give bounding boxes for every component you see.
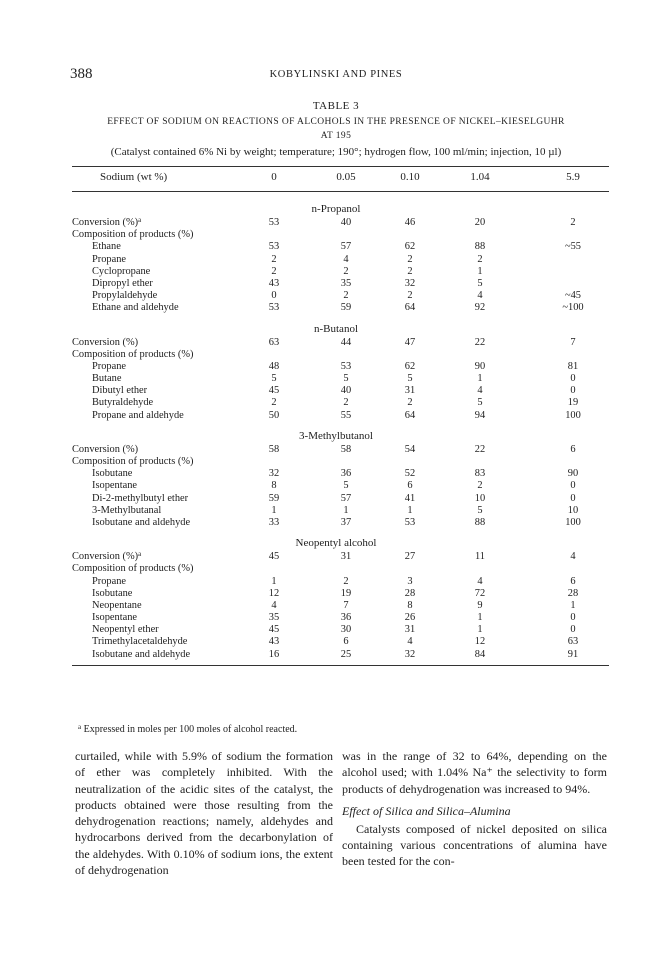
table-row [0, 337, 672, 349]
table-cell: 12 [474, 636, 486, 648]
table-cell: 45 [268, 624, 280, 636]
table-cell: 19 [340, 587, 352, 599]
table-cell: 36 [340, 468, 352, 480]
section-name: 3-Methylbutanol [299, 429, 373, 442]
row-label-text: Propane [92, 575, 127, 587]
table-row [0, 444, 672, 456]
table-cell: ~45 [564, 290, 581, 302]
table-cell: 12 [268, 587, 280, 599]
table-row [0, 576, 672, 588]
table-cell: 32 [404, 277, 416, 289]
table-cell: 28 [567, 587, 579, 599]
row-label-text: Butane [92, 373, 122, 385]
row-label-text: Trimethylacetaldehyde [92, 636, 188, 648]
row-label [92, 290, 157, 302]
table-footnote [78, 724, 297, 735]
table-cell: 4 [477, 385, 483, 397]
table-cell: 1 [407, 504, 413, 516]
row-label-text: Neopentyl ether [92, 624, 159, 636]
table-cell: 8 [271, 480, 277, 492]
row-label [92, 588, 132, 600]
row-label [92, 493, 188, 505]
table-cell: 46 [404, 217, 416, 228]
section-heading: Effect of Silica and Silica–Alumina [342, 803, 511, 818]
table-row [0, 563, 672, 575]
table-cell: 40 [340, 385, 352, 397]
row-label [72, 456, 194, 468]
table-cell: 2 [343, 290, 349, 302]
body-right-column [342, 748, 607, 870]
row-label-text: Composition of products (%) [72, 229, 194, 241]
row-label-text: Dibutyl ether [92, 385, 148, 397]
table-row [0, 636, 672, 648]
table-cell: 5 [477, 397, 483, 409]
left-column-text: curtailed, while with 5.9% of sodium the formation of ether was completely inhibited. With the neutralization of the acidic sites of the catalyst, the products obtained were those resulting from the dehydrogenation reactions; namely, aldehydes and hydrocarbons derived from the decarbonylation of the aldehydes. With 0.10% of sodium ions, the extent of dehydrogenation [75, 749, 333, 878]
page-number: 388 [70, 66, 93, 82]
section-name: n-Butanol [314, 322, 358, 335]
row-label [92, 480, 137, 492]
table-row [0, 229, 672, 241]
table-section-header [0, 535, 672, 551]
table-cell: 2 [570, 217, 576, 228]
table-cell: 5 [407, 373, 413, 385]
table-cell: 0 [570, 492, 576, 504]
table-cell: 52 [404, 468, 416, 480]
table-cell: 3 [407, 575, 413, 587]
row-label-text: Composition of products (%) [72, 456, 194, 467]
row-label [72, 444, 138, 456]
table-bottom-rule [72, 665, 609, 666]
section-name: n-Propanol [311, 203, 361, 215]
table-cell: 2 [343, 397, 349, 409]
header-col-3: 0.10 [400, 171, 420, 183]
table-top-rule [72, 166, 609, 167]
table-cell: 94 [474, 409, 486, 421]
row-label [92, 612, 137, 624]
table-cell: 1 [477, 612, 483, 624]
table-row [0, 456, 672, 468]
table-row [0, 517, 672, 529]
row-label [92, 385, 147, 397]
table-row [0, 505, 672, 517]
header-col-1: 0 [271, 171, 277, 183]
table-row [0, 278, 672, 290]
table-cell: 2 [477, 480, 483, 492]
row-label [92, 505, 161, 517]
table-cell: 6 [570, 443, 576, 455]
row-label [92, 600, 142, 612]
table-cell: 4 [407, 636, 413, 648]
footnote-reference: a [138, 216, 142, 224]
table-cell: 1 [477, 373, 483, 385]
table-row [0, 588, 672, 600]
table-row [0, 241, 672, 253]
table-cell: 30 [340, 624, 352, 636]
table-cell: 4 [343, 253, 349, 265]
table-cell: 37 [340, 516, 352, 528]
row-label [92, 636, 187, 648]
table-cell: 4 [570, 551, 576, 563]
table-cell: 20 [474, 217, 486, 228]
table-cell: 2 [407, 397, 413, 409]
table-cell: 32 [268, 468, 280, 480]
table-cell: 2 [271, 265, 277, 277]
table-cell: 2 [343, 575, 349, 587]
row-label-text: Ethane [92, 241, 121, 253]
table-cell: 32 [404, 648, 416, 660]
table-cell: 11 [474, 551, 485, 563]
table-cell: 5 [343, 480, 349, 492]
table-section-header [0, 201, 672, 217]
row-label-text: Conversion (%) [72, 336, 139, 348]
table-section-header [0, 321, 672, 337]
table-row [0, 302, 672, 314]
row-label-text: Conversion (%) [72, 217, 139, 228]
table-cell: 50 [268, 409, 280, 421]
row-label-text: Butyraldehyde [92, 397, 154, 409]
table-cell: 16 [268, 648, 280, 660]
table-cell: 6 [570, 575, 576, 587]
table-cell: 31 [404, 624, 416, 636]
row-label [92, 241, 121, 253]
table-cell: 55 [340, 409, 352, 421]
table-cell: 100 [565, 516, 581, 528]
footnote-reference: a [138, 550, 142, 559]
table-cell: 33 [268, 516, 280, 528]
table-title-continued: AT 195 [320, 131, 352, 141]
row-label-text: 3-Methylbutanal [92, 504, 162, 516]
table-cell: 28 [404, 587, 416, 599]
table-cell: 6 [407, 480, 413, 492]
table-row [0, 649, 672, 661]
row-label-text: Isobutane and aldehyde [92, 516, 191, 528]
table-cell: 0 [570, 373, 576, 385]
table-cell: 64 [404, 409, 416, 421]
table-cell: 0 [570, 385, 576, 397]
row-label [92, 649, 190, 661]
table-cell: 63 [567, 636, 579, 648]
row-label-text: Isopentane [92, 612, 138, 624]
table-row [0, 493, 672, 505]
table-cell: 43 [268, 636, 280, 648]
table-cell: 2 [407, 265, 413, 277]
table-cell: 6 [343, 636, 349, 648]
table-cell: 53 [340, 360, 352, 372]
table-cell: 26 [404, 612, 416, 624]
table-cell: 4 [477, 290, 483, 302]
row-label [92, 624, 159, 636]
table-cell: 0 [570, 624, 576, 636]
table-cell: 90 [474, 360, 486, 372]
row-label-text: Propane [92, 253, 127, 265]
header-col-4: 1.04 [470, 171, 490, 183]
row-label-text: Isobutane [92, 587, 133, 599]
table-row [0, 217, 672, 229]
table-row [0, 373, 672, 385]
table-cell: 64 [404, 302, 416, 314]
table-cell: 5 [477, 504, 483, 516]
table-cell: 44 [340, 336, 352, 348]
table-cell: 22 [474, 443, 486, 455]
table-cell: 63 [268, 336, 280, 348]
table-cell: 84 [474, 648, 486, 660]
table-cell: 72 [474, 587, 486, 599]
table-cell: 91 [567, 648, 579, 660]
table-cell: 88 [474, 516, 486, 528]
table-cell: 2 [477, 253, 483, 265]
table-cell: 10 [567, 504, 579, 516]
row-label [72, 337, 138, 349]
table-cell: 4 [271, 599, 277, 611]
table-row [0, 266, 672, 278]
table-cell: 36 [340, 612, 352, 624]
table-row [0, 361, 672, 373]
table-cell: 31 [340, 551, 352, 563]
row-label [92, 576, 126, 588]
table-cell: 7 [570, 336, 576, 348]
row-label [92, 468, 132, 480]
table-cell: 2 [407, 290, 413, 302]
table-cell: 4 [477, 575, 483, 587]
table-cell: 5 [271, 373, 277, 385]
section-name: Neopentyl alcohol [295, 537, 377, 550]
header-sodium: Sodium (wt %) [100, 171, 168, 183]
table-header-row [0, 171, 672, 187]
table-cell: 1 [343, 504, 349, 516]
table-cell: 90 [567, 468, 579, 480]
table-cell: 1 [477, 265, 483, 277]
table-cell: 57 [340, 492, 352, 504]
table-cell: 53 [268, 241, 280, 253]
row-label [92, 254, 126, 266]
table-cell: 25 [340, 648, 352, 660]
table-conditions: (Catalyst contained 6% Ni by weight; temperature; 190°; hydrogen flow, 100 ml/min; injection, 10 µl) [110, 146, 562, 158]
row-label-text: Di-2-methylbutyl ether [92, 492, 189, 504]
right-column-paragraph-1: was in the range of 32 to 64%, depending on the alcohol used; with 1.04% Na⁺ the selectivity to form products of dehydrogenation was increased to 94%. [342, 749, 607, 796]
table-number: TABLE 3 [312, 100, 360, 112]
row-label-text: Conversion (%) [72, 443, 139, 455]
row-label-text: Dipropyl ether [92, 277, 153, 289]
table-cell: 58 [340, 443, 352, 455]
table-row [0, 468, 672, 480]
table-row [0, 349, 672, 361]
table-cell: ~100 [562, 302, 584, 314]
row-label-text: Isobutane [92, 468, 133, 480]
table-cell: 48 [268, 360, 280, 372]
table-row [0, 397, 672, 409]
table-cell: 7 [343, 599, 349, 611]
table-cell: 83 [474, 468, 486, 480]
table-cell: 0 [271, 290, 277, 302]
table-cell: 19 [567, 397, 579, 409]
table-cell: 2 [271, 397, 277, 409]
table-cell: 2 [343, 265, 349, 277]
table-cell: 59 [340, 302, 352, 314]
table-cell: 5 [343, 373, 349, 385]
table-cell: 58 [268, 443, 280, 455]
row-label-text: Propane and aldehyde [92, 409, 184, 421]
table-cell: 1 [271, 504, 277, 516]
row-label [92, 278, 153, 290]
row-label-text: Neopentane [92, 599, 142, 611]
row-label [92, 302, 179, 314]
table-cell: 10 [474, 492, 486, 504]
table-cell: 5 [477, 277, 483, 289]
body-left-column [75, 748, 333, 878]
table-cell: ~55 [564, 241, 581, 253]
table-row [0, 385, 672, 397]
table-cell: 45 [268, 551, 280, 563]
table-cell: 100 [565, 409, 581, 421]
table-row [0, 551, 672, 563]
table-cell: 59 [268, 492, 280, 504]
table-cell: 53 [404, 516, 416, 528]
table-row [0, 624, 672, 636]
table-cell: 54 [404, 443, 416, 455]
table-cell: 81 [567, 360, 579, 372]
table-cell: 35 [268, 612, 280, 624]
header-col-5: 5.9 [566, 171, 580, 183]
table-cell: 35 [340, 277, 352, 289]
table-row [0, 290, 672, 302]
footnote-text: Expressed in moles per 100 moles of alcohol reacted. [83, 724, 298, 735]
table-cell: 62 [404, 241, 416, 253]
table-cell: 45 [268, 385, 280, 397]
table-cell: 47 [404, 336, 416, 348]
row-label-text: Ethane and aldehyde [92, 302, 179, 314]
table-cell: 41 [404, 492, 416, 504]
row-label [72, 349, 194, 361]
row-label [72, 563, 194, 575]
table-cell: 8 [407, 599, 413, 611]
table-row [0, 254, 672, 266]
table-cell: 1 [271, 575, 277, 587]
row-label [92, 517, 190, 529]
table-row [0, 612, 672, 624]
row-label [72, 551, 141, 563]
table-cell: 0 [570, 612, 576, 624]
row-label [72, 229, 194, 241]
table-cell: 88 [474, 241, 486, 253]
table-cell: 43 [268, 277, 280, 289]
row-label [72, 217, 141, 229]
row-label [92, 410, 184, 422]
table-cell: 2 [407, 253, 413, 265]
table-cell: 22 [474, 336, 486, 348]
table-row [0, 480, 672, 492]
row-label-text: Cyclopropane [92, 265, 151, 277]
table-cell: 9 [477, 599, 483, 611]
row-label [92, 373, 121, 385]
table-cell: 62 [404, 360, 416, 372]
row-label [92, 361, 126, 373]
table-row [0, 410, 672, 422]
table-cell: 53 [268, 217, 280, 228]
table-section-header [0, 428, 672, 444]
table-cell: 40 [340, 217, 352, 228]
table-cell: 0 [570, 480, 576, 492]
table-cell: 31 [404, 385, 416, 397]
table-body [0, 201, 672, 661]
row-label [92, 397, 153, 409]
row-label-text: Propylaldehyde [92, 290, 158, 302]
table-cell: 1 [570, 599, 576, 611]
table-cell: 92 [474, 302, 486, 314]
table-cell: 53 [268, 302, 280, 314]
row-label-text: Isobutane and aldehyde [92, 648, 191, 660]
table-cell: 2 [271, 253, 277, 265]
row-label-text: Composition of products (%) [72, 348, 194, 360]
right-column-paragraph-2: Catalysts composed of nickel deposited on silica containing various concentrations of alumina have been tested for the con- [342, 821, 607, 869]
row-label-text: Isopentane [92, 480, 138, 492]
table-cell: 27 [404, 551, 416, 563]
table-cell: 57 [340, 241, 352, 253]
table-title: EFFECT OF SODIUM ON REACTIONS OF ALCOHOLS IN THE PRESENCE OF NICKEL–KIESELGUHR [107, 117, 565, 127]
table-row [0, 600, 672, 612]
running-head: KOBYLINSKI AND PINES [269, 69, 403, 80]
header-col-2: 0.05 [336, 171, 356, 183]
row-label [92, 266, 150, 278]
table-header-rule [72, 191, 609, 192]
footnote-mark: a [78, 723, 82, 731]
row-label-text: Composition of products (%) [72, 563, 194, 575]
row-label-text: Conversion (%) [72, 551, 139, 563]
row-label-text: Propane [92, 360, 127, 372]
table-cell: 1 [477, 624, 483, 636]
